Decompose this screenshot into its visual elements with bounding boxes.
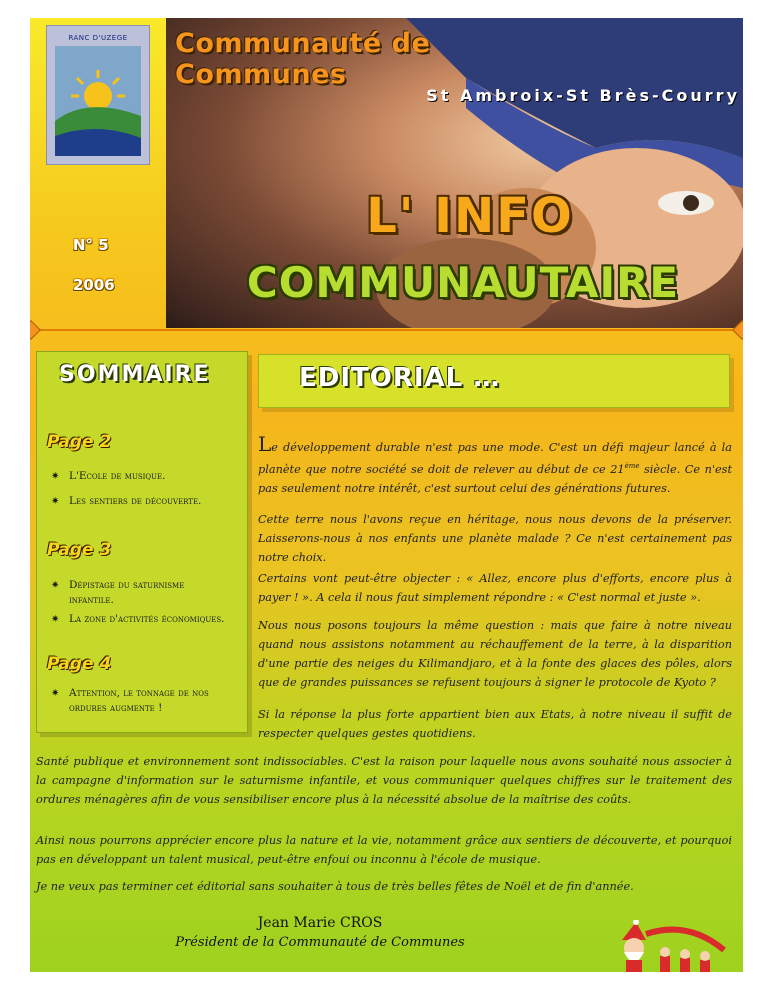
editorial-paragraph: Le développement durable n'est pas une mode. C'est un défi majeur lancé à la planète que notre société se doit de relever au début de ce 21ème siècle. Ce n'est pas seulement notre intérêt, c'est surtout celui des générations futures.: [258, 432, 732, 495]
signature-role: Président de la Communauté de Communes: [175, 935, 465, 950]
santa-claus-illustration: [618, 920, 728, 972]
star-bullet-icon: ✷: [51, 614, 60, 625]
sommaire-page-label: Page 2: [47, 432, 112, 452]
newsletter-page: [30, 18, 743, 972]
editorial-paragraph: Si la réponse la plus forte appartient bien aux Etats, à notre niveau il suffit de respecter quelques gestes quotidiens.: [258, 708, 732, 740]
editorial-paragraph: Ainsi nous pourrons apprécier encore plus la nature et la vie, notamment grâce aux sentiers de découverte, et pourquoi pas en développant un talent musical, peut-être enfoui ou inconnu à l'école de musique.: [36, 834, 732, 866]
star-bullet-icon: ✷: [51, 496, 60, 507]
editorial-header: [258, 354, 730, 408]
star-bullet-icon: ✷: [51, 580, 60, 591]
star-bullet-icon: ✷: [51, 688, 60, 699]
separator-line: [30, 329, 743, 331]
drop-cap: L: [258, 432, 272, 456]
issue-year: 2006: [73, 276, 115, 294]
masthead-subtitle: St Ambroix-St Brès-Courry: [426, 86, 740, 105]
masthead-title: Communauté de Communes: [175, 28, 431, 90]
sommaire-page-label: Page 4: [47, 654, 112, 674]
editorial-paragraph: Je ne veux pas terminer cet éditorial sans souhaiter à tous de très belles fêtes de Noël et de fin d'année.: [36, 880, 634, 893]
editorial-paragraph: Nous nous posons toujours la même question : mais que faire à notre niveau quand nous assistons notamment au réchauffement de la terre, à la disparition d'une partie des neiges du Kilimandjaro, et à la fonte des glaces des pôles, alors que de grandes puissances se refusent toujours à signer le protocole de Kyoto ?: [258, 619, 732, 689]
sommaire-item-text: Dépistage du saturnisme infantile.: [69, 579, 185, 606]
star-bullet-icon: ✷: [51, 471, 60, 482]
sommaire-item-text: Les sentiers de découverte.: [69, 495, 202, 507]
logo: [46, 25, 150, 165]
editorial-paragraph: Cette terre nous l'avons reçue en héritage, nous nous devons de la préserver. Laisserons-nous à nos enfants une planète malade ? Ce n'est certainement pas notre choix.: [258, 513, 732, 564]
sommaire-item: [51, 578, 231, 608]
sommaire-item-text: La zone d'activités économiques.: [69, 613, 225, 625]
signature-name: Jean Marie CROS: [257, 915, 383, 931]
sommaire-title: SOMMAIRE: [59, 362, 211, 387]
sommaire-item: [51, 469, 231, 484]
logo-graphic: [47, 26, 149, 164]
editorial-title: EDITORIAL …: [299, 363, 501, 393]
issue-number: N° 5: [73, 236, 109, 254]
headline-line2: COMMUNAUTAIRE: [246, 258, 680, 307]
sommaire-item: [51, 494, 231, 509]
sommaire-page-label: Page 3: [47, 540, 112, 560]
sommaire-box: [36, 351, 248, 733]
sommaire-item-text: Attention, le tonnage de nos ordures augmente !: [69, 687, 209, 714]
sommaire-item: [51, 686, 231, 716]
headline-line1: L' INFO: [366, 188, 574, 244]
sommaire-item: [51, 612, 231, 627]
logo-text: RANC D'UZEGE: [68, 34, 128, 42]
editorial-paragraph: Certains vont peut-être objecter : « Allez, encore plus d'efforts, encore plus à payer ! ». A cela il nous faut simplement répondre : « C'est normal et juste ».: [258, 572, 732, 604]
editorial-paragraph: Santé publique et environnement sont indissociables. C'est la raison pour laquelle nous avons souhaité nous associer à la campagne d'information sur le saturnisme infantile, et vous communiquer quelques chiffres sur le traitement des ordures ménagères afin de vous sensibiliser encore plus à la nécessité absolue de la maîtrise des coûts.: [36, 755, 732, 806]
sommaire-item-text: L'Ecole de musique.: [69, 470, 166, 482]
separator-diamond-left: [30, 320, 41, 340]
